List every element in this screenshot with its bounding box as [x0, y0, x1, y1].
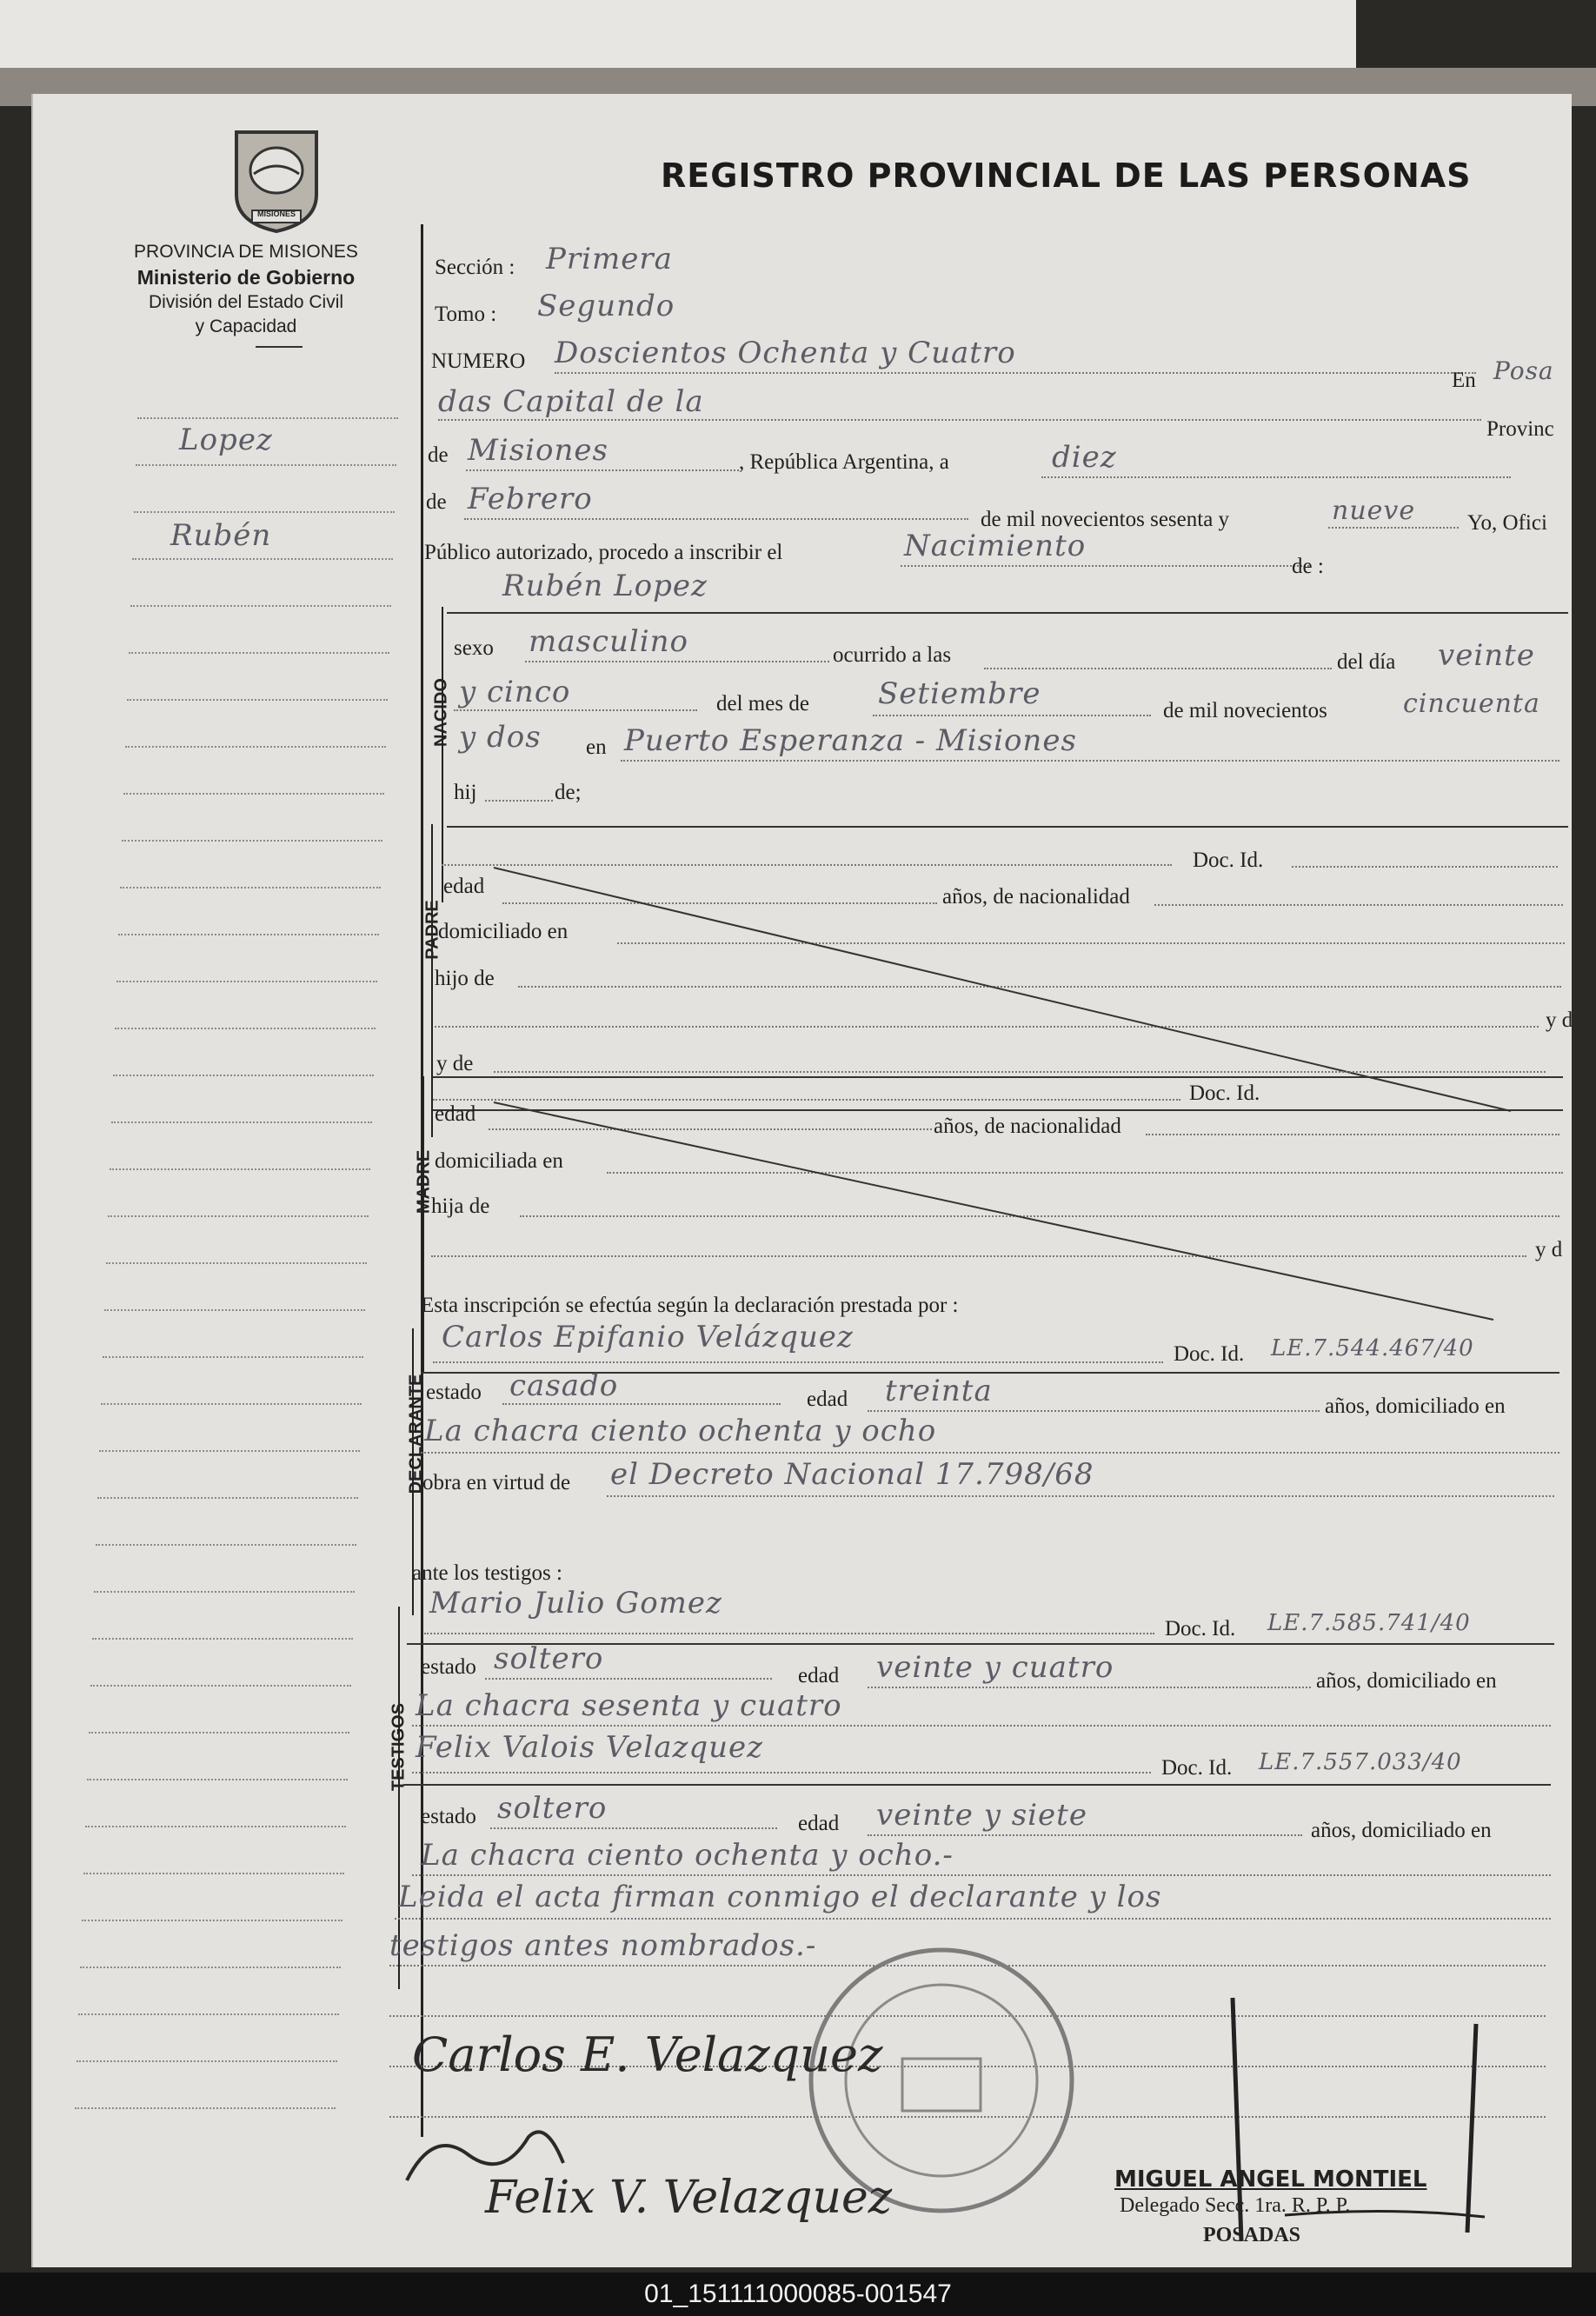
label-edad-padre: edad — [443, 875, 485, 898]
closing-line-2: testigos antes nombrados.- — [389, 1928, 817, 1963]
field-numero: Doscientos Ochenta y Cuatro — [555, 336, 1016, 370]
label-seccion: Sección : — [435, 256, 515, 279]
testigo2-doc: LE.7.557.033/40 — [1259, 1749, 1462, 1775]
decl-estado: casado — [509, 1368, 619, 1403]
province-seal-icon — [228, 125, 325, 233]
org-underline — [256, 346, 303, 348]
org-line-3: División del Estado Civil — [148, 292, 344, 312]
label-hija-de: hija de — [431, 1195, 490, 1218]
label-doc-madre: Doc. Id. — [1189, 1081, 1260, 1105]
label-doc-t2: Doc. Id. — [1161, 1756, 1233, 1780]
official-name: MIGUEL ANGEL MONTIEL — [1114, 2166, 1427, 2193]
field-dia-nac-a: veinte — [1438, 638, 1535, 673]
decl-nombre: Carlos Epifanio Velázquez — [442, 1320, 854, 1354]
field-acto: Nacimiento — [904, 529, 1087, 563]
field-sexo: masculino — [529, 624, 689, 659]
label-doc-padre: Doc. Id. — [1193, 849, 1264, 872]
testigo1-doc: LE.7.585.741/40 — [1267, 1610, 1471, 1636]
decl-doc: LE.7.544.467/40 — [1271, 1335, 1474, 1361]
org-line-2: Ministerio de Gobierno — [136, 266, 356, 289]
label-testigos: TESTIGOS — [389, 1702, 409, 1792]
field-dia-nac-b: y cinco — [459, 675, 571, 709]
label-edad-madre: edad — [435, 1102, 476, 1126]
field-en: Posa — [1493, 356, 1554, 385]
label-estado-decl: estado — [426, 1381, 482, 1404]
label-madre: MADRE — [414, 1149, 434, 1215]
official-title: Delegado Secc. 1ra. R. P. P. — [1120, 2194, 1351, 2217]
birth-record-page — [31, 94, 1572, 2267]
footer-code: 01_151111000085-001547 — [0, 2273, 1596, 2316]
field-mes: Febrero — [468, 482, 593, 516]
testigo1-domicilio: La chacra sesenta y cuatro — [416, 1688, 842, 1723]
label-ante: ante los testigos : — [412, 1561, 562, 1585]
padre-cancel-line — [485, 859, 1528, 1120]
field-anio-nac-a: cincuenta — [1403, 689, 1540, 719]
testigo2-estado: soltero — [497, 1791, 608, 1826]
label-sexo: sexo — [454, 636, 494, 660]
label-de2: de — [426, 490, 447, 514]
label-en: En — [1452, 369, 1476, 392]
official-city: POSADAS — [1203, 2224, 1301, 2246]
label-de-colon: de : — [1292, 555, 1324, 578]
signature-declarante: Carlos E. Velazquez — [412, 2027, 883, 2082]
org-line-4: y Capacidad — [195, 316, 297, 336]
closing-line-1: Leida el acta firman conmigo el declarante y los — [398, 1880, 1162, 1914]
decl-edad: treinta — [885, 1374, 993, 1408]
seal-text: MISIONES — [257, 210, 296, 218]
field-anio: nueve — [1332, 496, 1416, 526]
label-edad-t1: edad — [798, 1664, 840, 1687]
testigo2-nombre: Felix Valois Velazquez — [416, 1730, 764, 1765]
signature-testigo: Felix V. Velazquez — [485, 2172, 893, 2224]
label-yo: Yo, Ofici — [1467, 511, 1547, 535]
label-hij: hij — [454, 781, 477, 804]
testigo1-estado: soltero — [494, 1641, 604, 1676]
label-hijo-de: hijo de — [435, 967, 495, 990]
label-esta-inscripcion: Esta inscripción se efectúa según la declaración prestada por : — [421, 1294, 959, 1317]
signature-scribble — [398, 2120, 572, 2198]
label-anios-nac-madre: años, de nacionalidad — [934, 1115, 1121, 1138]
field-dia: diez — [1052, 440, 1117, 475]
label-estado-t1: estado — [421, 1655, 476, 1679]
label-republica: , República Argentina, a — [739, 450, 949, 474]
label-obra: obra en virtud de — [422, 1471, 571, 1494]
page-title: REGISTRO PROVINCIAL DE LAS PERSONAS — [661, 156, 1472, 195]
label-en2: en — [586, 735, 607, 759]
label-y-d-padre: y d — [1546, 1008, 1573, 1032]
decl-domicilio: La chacra ciento ochenta y ocho — [424, 1414, 937, 1448]
field-provincia: Misiones — [468, 433, 608, 468]
label-provincia: Provinc — [1486, 417, 1554, 441]
testigo2-edad: veinte y siete — [876, 1798, 1087, 1833]
label-tomo: Tomo : — [435, 303, 497, 326]
label-mil: de mil novecientos sesenta y — [981, 508, 1230, 531]
label-domiciliada: domiciliada en — [435, 1149, 563, 1173]
field-ciudad: das Capital de la — [438, 384, 704, 419]
margin-apellido: Lopez — [179, 423, 273, 457]
label-anios-dom-t2: años, domiciliado en — [1311, 1819, 1492, 1842]
testigo1-nombre: Mario Julio Gomez — [429, 1586, 722, 1621]
label-declarante: DECLARANTE — [406, 1374, 426, 1494]
label-edad-t2: edad — [798, 1812, 840, 1835]
label-estado-t2: estado — [421, 1805, 476, 1828]
org-line-1: PROVINCIA DE MISIONES — [134, 242, 358, 262]
testigo2-domicilio: La chacra ciento ochenta y ocho.- — [421, 1838, 954, 1873]
label-mil2: de mil novecientos — [1163, 699, 1327, 722]
field-tomo: Segundo — [537, 289, 675, 323]
label-de-semicolon: de; — [555, 781, 582, 804]
label-y-d-madre: y d — [1535, 1238, 1563, 1261]
label-anios-dom-t1: años, domiciliado en — [1316, 1669, 1497, 1693]
label-del-dia: del día — [1337, 650, 1396, 674]
decl-obra: el Decreto Nacional 17.798/68 — [610, 1457, 1094, 1492]
testigo1-edad: veinte y cuatro — [876, 1650, 1114, 1685]
field-anio-nac-b: y dos — [459, 720, 542, 755]
label-nacido: NACIDO — [431, 678, 451, 747]
label-anios-dom-decl: años, domiciliado en — [1325, 1394, 1506, 1418]
field-seccion: Primera — [546, 242, 673, 276]
label-publico: Público autorizado, procedo a inscribir el — [424, 541, 783, 564]
margin-nombre: Rubén — [170, 518, 272, 553]
label-domiciliado-padre: domiciliado en — [438, 920, 569, 943]
label-padre: PADRE — [422, 900, 442, 960]
label-doc-decl: Doc. Id. — [1174, 1342, 1245, 1366]
label-y-de: y de — [436, 1052, 474, 1075]
field-lugar-nac: Puerto Esperanza - Misiones — [624, 723, 1077, 758]
label-numero: NUMERO — [431, 349, 526, 373]
label-del-mes: del mes de — [716, 692, 809, 715]
label-de: de — [428, 443, 449, 467]
label-edad-decl: edad — [807, 1388, 848, 1411]
field-nombre-nacido: Rubén Lopez — [502, 569, 708, 603]
label-ocurrido: ocurrido a las — [833, 643, 952, 667]
label-anios-nac-padre: años, de nacionalidad — [942, 885, 1130, 908]
label-doc-t1: Doc. Id. — [1165, 1617, 1236, 1640]
field-mes-nac: Setiembre — [878, 676, 1041, 711]
